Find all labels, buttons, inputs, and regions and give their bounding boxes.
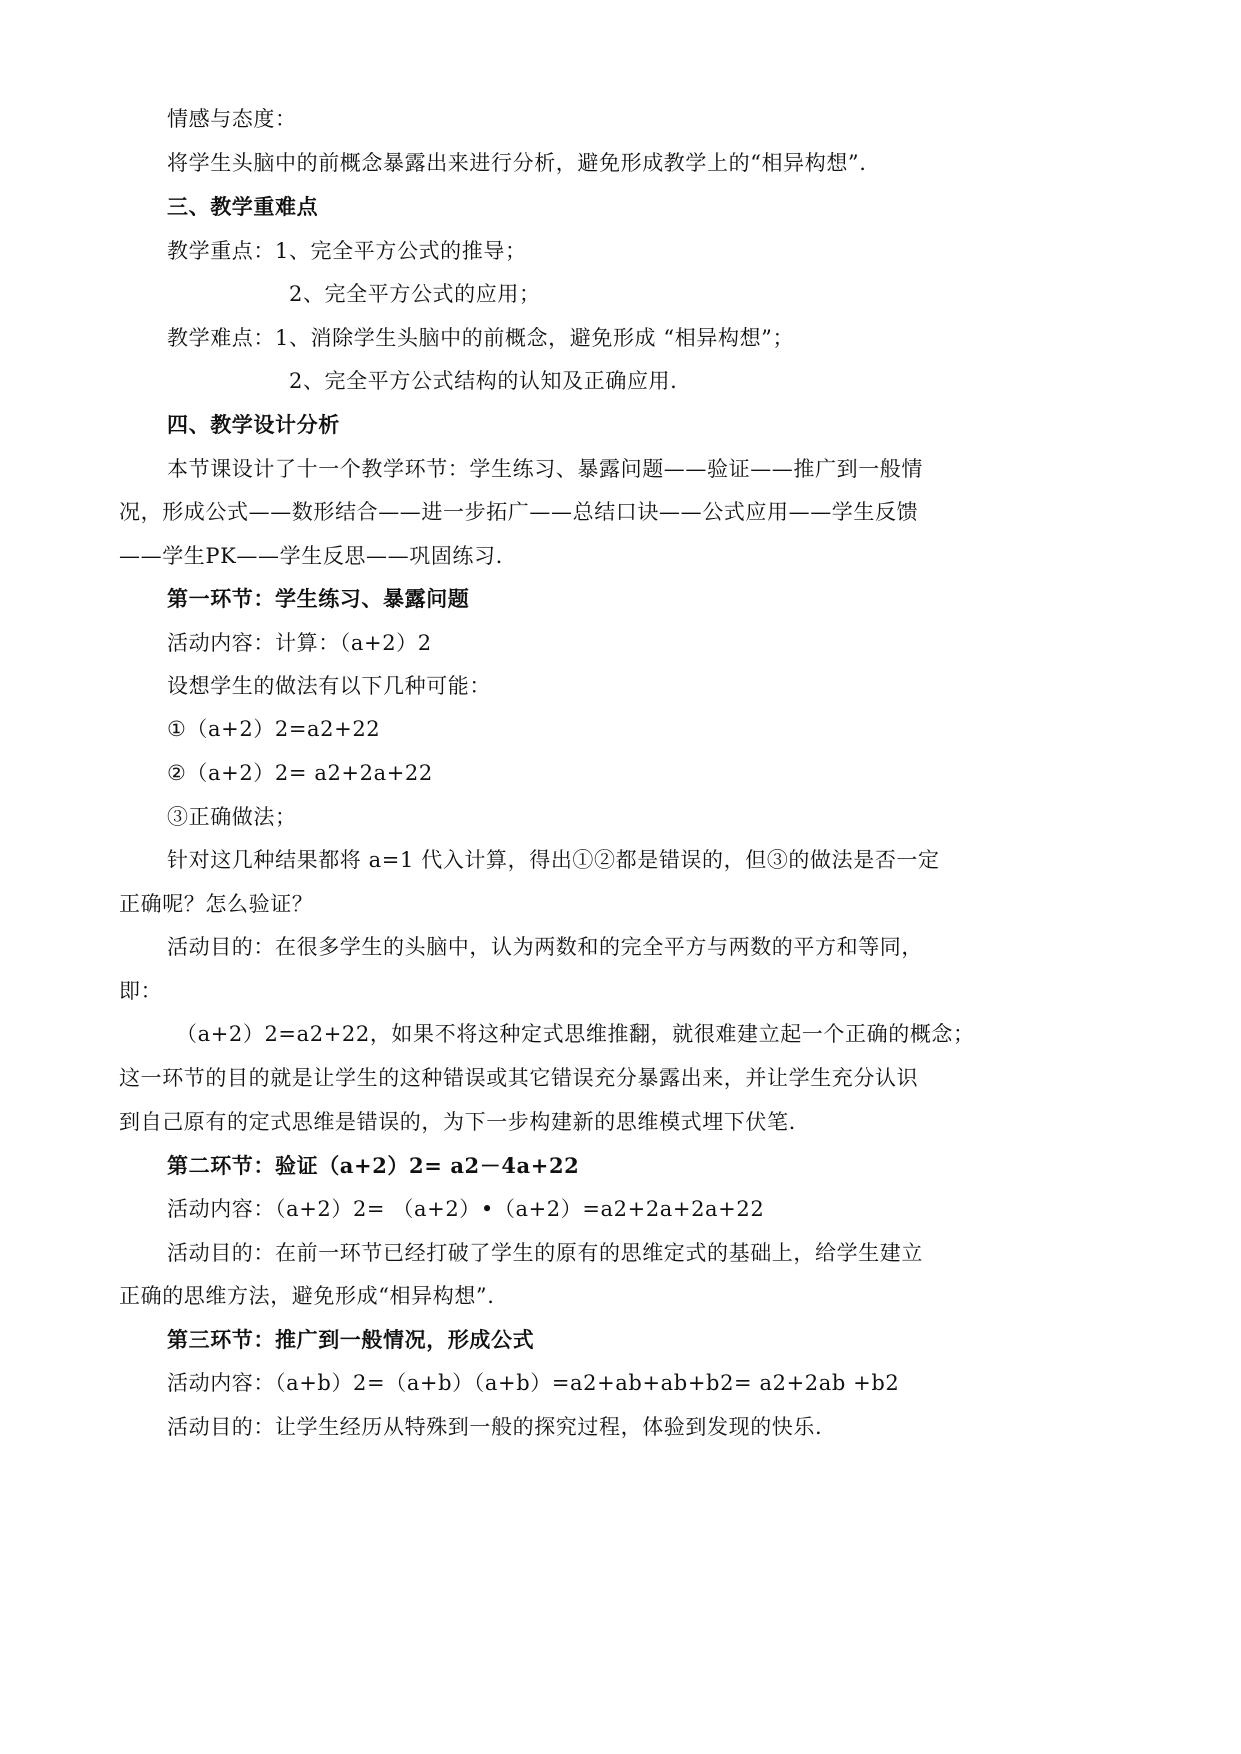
text-line: 即： xyxy=(119,979,163,1003)
text-line: 2、完全平方公式的应用； xyxy=(289,282,541,306)
section-heading: 三、教学重难点 xyxy=(167,194,319,219)
text-line: 活动内容：计算：（a+2）2 xyxy=(167,631,432,655)
text-line: （a+2）2=a2+22，如果不将这种定式思维推翻，就很难建立起一个正确的概念； xyxy=(176,1022,975,1046)
text-line: 本节课设计了十一个教学环节：学生练习、暴露问题——验证——推广到一般情 xyxy=(167,457,923,481)
text-line: 教学难点：1、消除学生头脑中的前概念，避免形成 “相异构想”； xyxy=(167,326,795,350)
text-line: 情感与态度： xyxy=(167,107,297,131)
text-line: 活动目的：在前一环节已经打破了学生的原有的思维定式的基础上，给学生建立 xyxy=(167,1241,923,1265)
section-heading: 四、教学设计分析 xyxy=(167,412,340,437)
text-line: 这一环节的目的就是让学生的这种错误或其它错误充分暴露出来，并让学生充分认识 xyxy=(119,1066,919,1090)
subsection-heading: 第三环节：推广到一般情况，形成公式 xyxy=(167,1327,535,1352)
text-line: 活动目的：在很多学生的头脑中，认为两数和的完全平方与两数的平方和等同， xyxy=(167,935,923,959)
text-line: 活动内容：（a+b）2=（a+b）（a+b）=a2+ab+ab+b2= a2+2ab +b2 xyxy=(167,1371,900,1395)
text-line: ①（a+2）2=a2+22 xyxy=(167,717,381,741)
text-line: 活动内容：（a+2）2= （a+2）•（a+2）=a2+2a+2a+22 xyxy=(167,1197,765,1221)
subsection-heading: 第二环节：验证（a+2）2= a2－4a+22 xyxy=(167,1153,580,1178)
text-line: 况，形成公式——数形结合——进一步拓广——总结口诀——公式应用——学生反馈 xyxy=(119,500,919,524)
text-line: 正确的思维方法，避免形成“相异构想”. xyxy=(119,1284,495,1308)
text-line: 到自己原有的定式思维是错误的，为下一步构建新的思维模式埋下伏笔. xyxy=(119,1110,796,1134)
text-line: 教学重点：1、完全平方公式的推导； xyxy=(167,239,527,263)
subsection-heading: 第一环节：学生练习、暴露问题 xyxy=(167,586,470,611)
text-line: 2、完全平方公式结构的认知及正确应用. xyxy=(289,369,678,393)
text-line: ③正确做法； xyxy=(167,805,297,829)
text-line: ——学生PK——学生反思——巩固练习. xyxy=(119,544,503,568)
text-line: 活动目的：让学生经历从特殊到一般的探究过程，体验到发现的快乐. xyxy=(167,1415,823,1439)
text-line: 正确呢？怎么验证？ xyxy=(119,892,314,916)
text-line: 设想学生的做法有以下几种可能： xyxy=(167,674,491,698)
text-line: 将学生头脑中的前概念暴露出来进行分析，避免形成教学上的“相异构想”. xyxy=(167,151,867,175)
text-line: ②（a+2）2= a2+2a+22 xyxy=(167,761,433,785)
text-line: 针对这几种结果都将 a=1 代入计算，得出①②都是错误的，但③的做法是否一定 xyxy=(167,848,940,872)
